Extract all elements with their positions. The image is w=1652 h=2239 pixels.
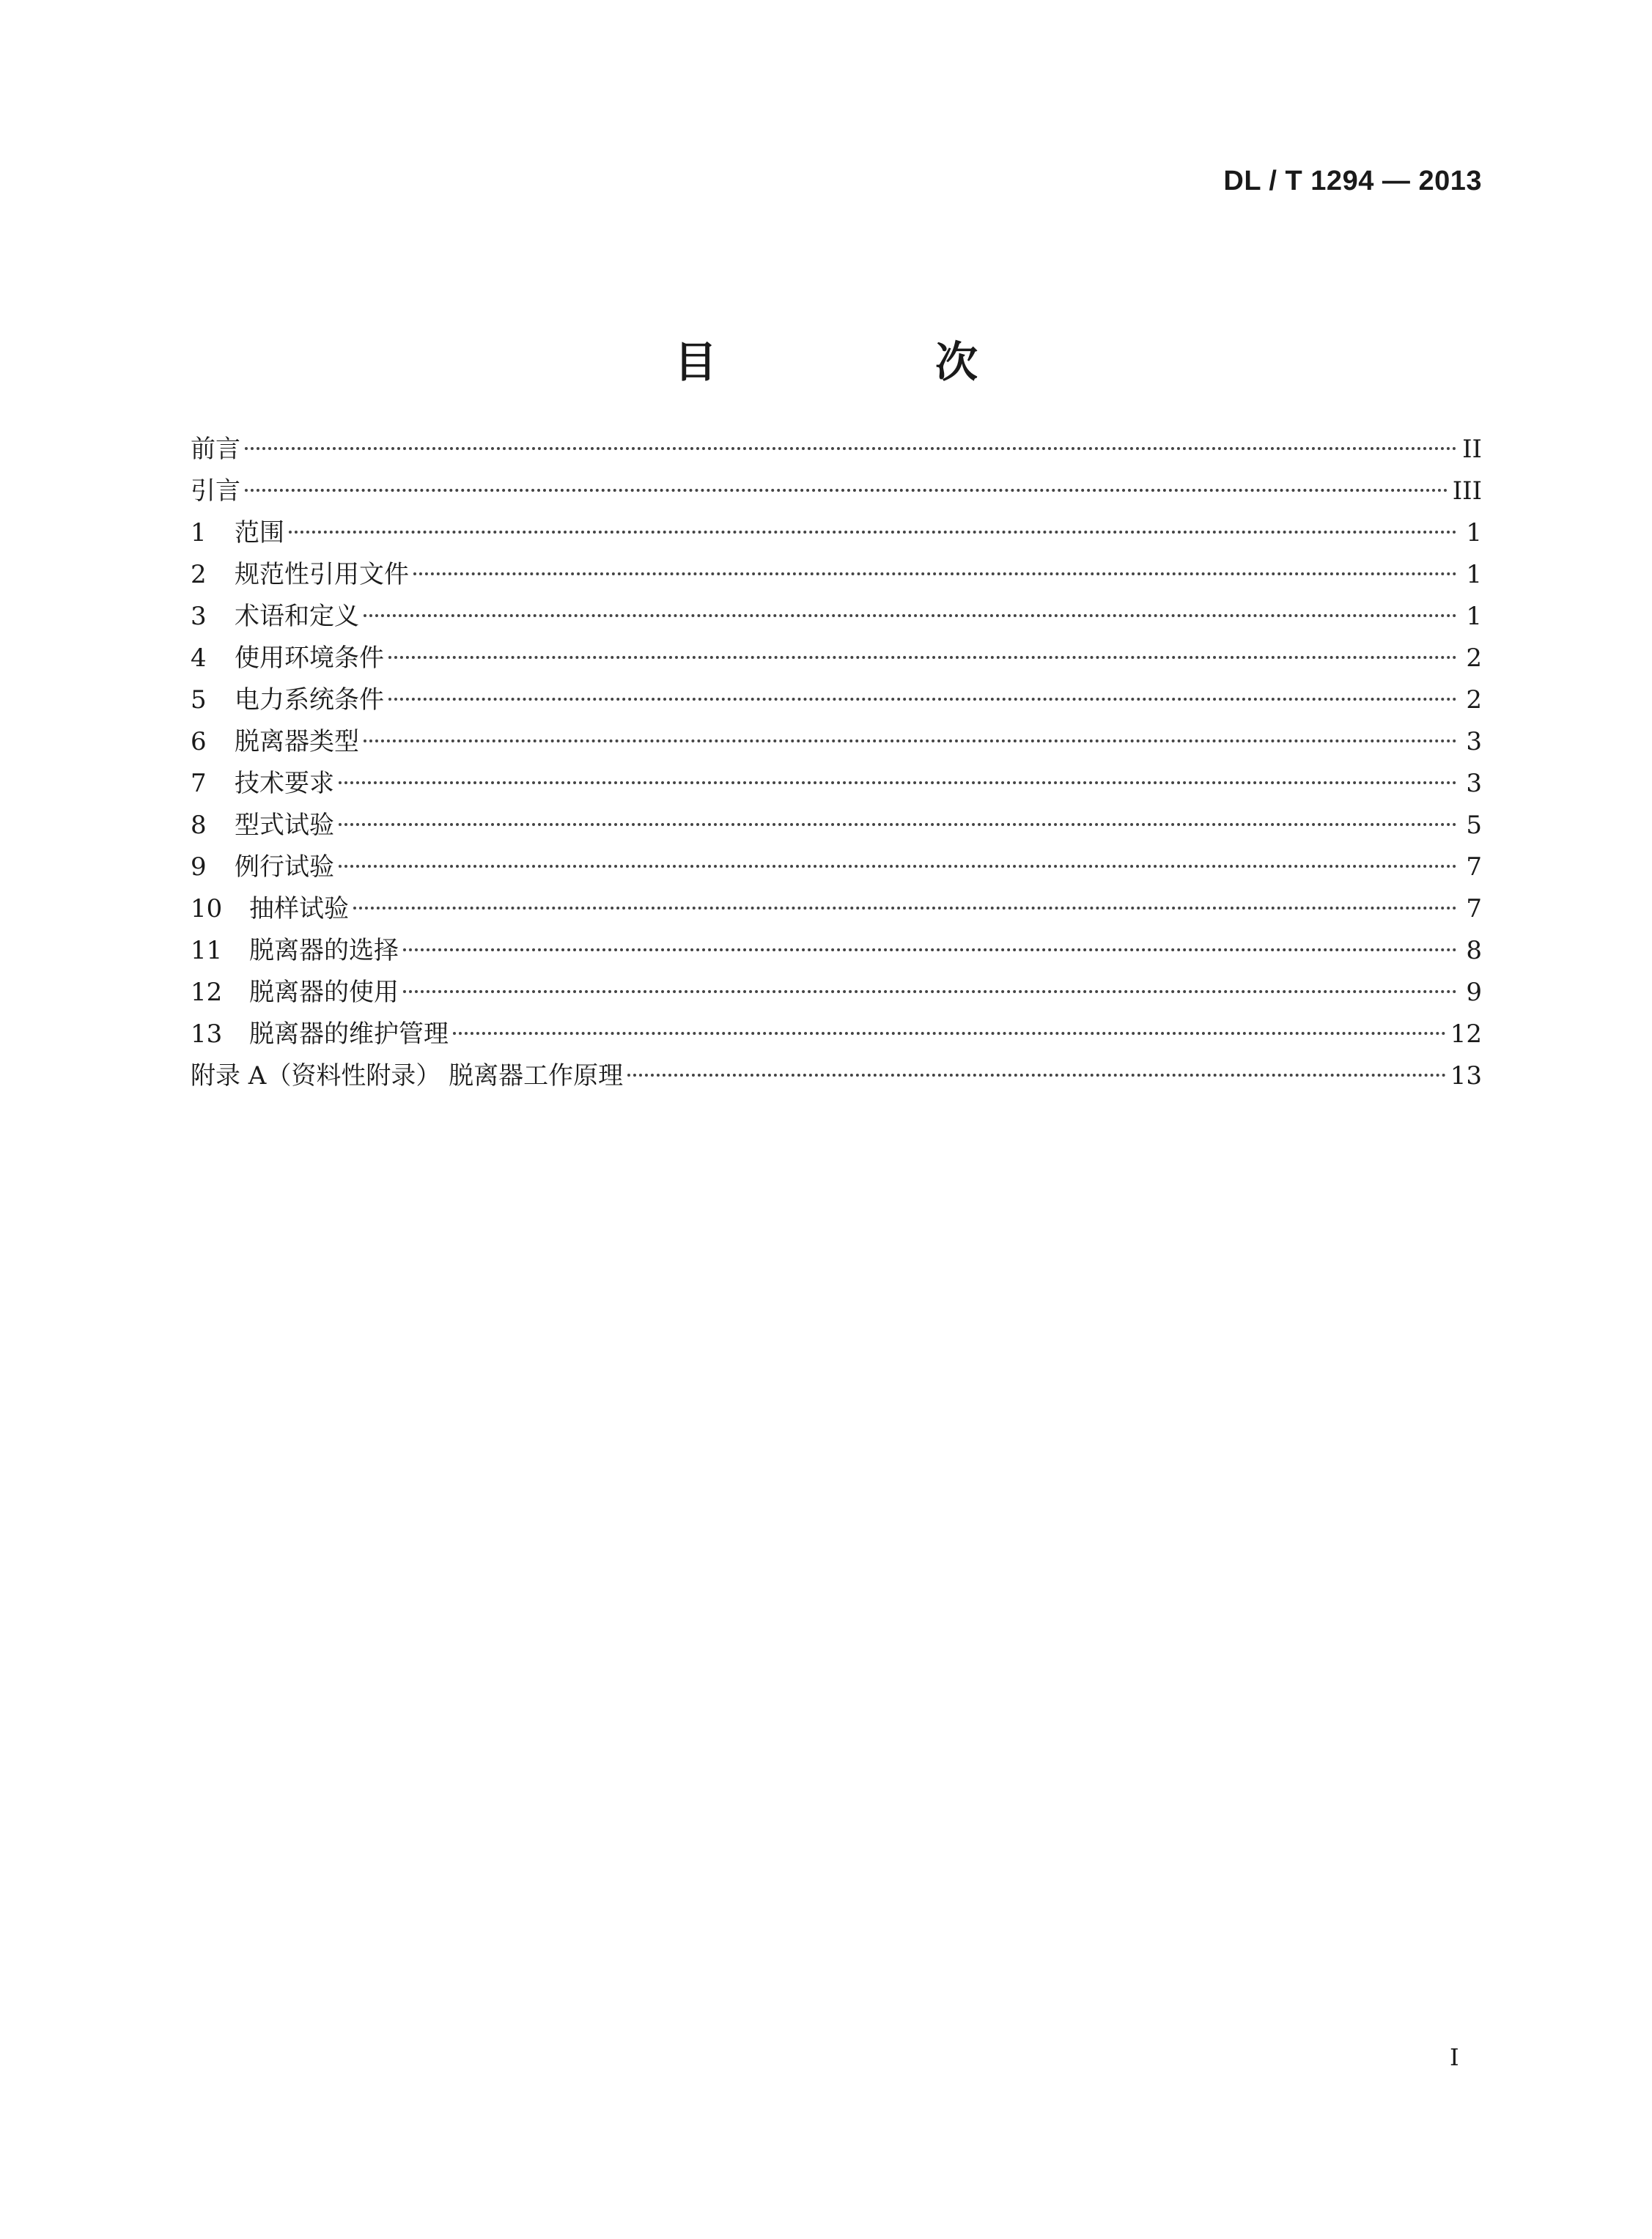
toc-entry-label: 脱离器的选择: [249, 936, 399, 965]
toc-entry-number: 13: [191, 1019, 223, 1049]
toc-entry-page: 1: [1466, 518, 1482, 547]
toc-entry-page: 7: [1466, 894, 1482, 923]
standard-code: DL / T 1294 — 2013: [1223, 166, 1482, 196]
toc-entry-number: 4: [191, 643, 207, 673]
dot-leader: [289, 531, 1457, 534]
toc-entry-1[interactable]: [191, 512, 1482, 554]
dot-leader: [339, 823, 1457, 826]
toc-entry-number: 7: [191, 769, 207, 798]
toc-entry-page: 12: [1450, 1019, 1482, 1049]
toc-entry-11[interactable]: [191, 930, 1482, 972]
toc-entry-page: 2: [1466, 643, 1482, 673]
toc-entry-page: 5: [1466, 811, 1482, 840]
toc-entry-page: 3: [1466, 769, 1482, 798]
toc-entry-label: 规范性引用文件: [235, 560, 409, 589]
toc-entry-7[interactable]: [191, 763, 1482, 805]
dot-leader: [245, 489, 1448, 492]
toc-entry-3[interactable]: [191, 596, 1482, 638]
dot-leader: [403, 990, 1457, 993]
toc-entry-label: 前言: [191, 435, 240, 464]
toc-entry-13[interactable]: [191, 1014, 1482, 1055]
dot-leader: [388, 656, 1457, 659]
dot-leader: [245, 447, 1457, 450]
toc-entry-page: II: [1462, 435, 1482, 464]
toc-entry-page: 9: [1466, 978, 1482, 1007]
toc-entry-number: 8: [191, 811, 207, 840]
toc-entry-label: 技术要求: [235, 769, 334, 798]
toc-entry-page: 2: [1466, 685, 1482, 715]
toc-entry-appendix-a[interactable]: [191, 1055, 1482, 1097]
toc-entry-label: 使用环境条件: [235, 643, 384, 673]
toc-entry-5[interactable]: [191, 679, 1482, 721]
page-number: I: [1450, 2043, 1459, 2071]
dot-leader: [364, 739, 1457, 742]
toc-entry-number: 12: [191, 978, 223, 1007]
page-title: 目 次: [674, 336, 1066, 387]
toc-entry-page: III: [1452, 476, 1482, 506]
toc-entry-label: 型式试验: [235, 811, 334, 840]
toc-entry-page: 8: [1466, 936, 1482, 965]
toc-entry-label: 例行试验: [235, 852, 334, 882]
toc-entry-number: 5: [191, 685, 207, 715]
toc-entry-number: 9: [191, 852, 207, 882]
toc-entry-page: 1: [1466, 560, 1482, 589]
toc-entry-6[interactable]: [191, 721, 1482, 763]
dot-leader: [353, 907, 1457, 910]
toc-entry-number: 6: [191, 727, 207, 756]
dot-leader: [413, 572, 1457, 575]
toc-entry-label: 抽样试验: [249, 894, 349, 923]
dot-leader: [388, 698, 1457, 701]
toc-entry-12[interactable]: [191, 972, 1482, 1014]
dot-leader: [627, 1074, 1446, 1077]
toc-entry-number: 3: [191, 602, 207, 631]
toc-entry-label: 术语和定义: [235, 602, 359, 631]
toc-entry-10[interactable]: [191, 888, 1482, 930]
dot-leader: [453, 1032, 1446, 1035]
toc-entry-label: 脱离器的使用: [249, 978, 399, 1007]
toc-entry-label: 范围: [235, 518, 284, 547]
toc-entry-number: 11: [191, 936, 223, 965]
toc-entry-2[interactable]: [191, 554, 1482, 596]
toc-entry-8[interactable]: [191, 805, 1482, 846]
toc-entry-introduction[interactable]: [191, 471, 1482, 512]
dot-leader: [339, 865, 1457, 868]
toc-entry-page: 13: [1450, 1061, 1482, 1091]
toc-entry-4[interactable]: [191, 638, 1482, 679]
toc-entry-number: 2: [191, 560, 207, 589]
table-of-contents: [191, 429, 1482, 1097]
toc-entry-page: 7: [1466, 852, 1482, 882]
toc-entry-9[interactable]: [191, 846, 1482, 888]
toc-entry-label: 引言: [191, 476, 240, 506]
toc-entry-label: 脱离器类型: [235, 727, 359, 756]
dot-leader: [403, 948, 1457, 951]
toc-entry-label: 电力系统条件: [235, 685, 384, 715]
dot-leader: [339, 781, 1457, 784]
toc-entry-page: 3: [1466, 727, 1482, 756]
toc-entry-number: 1: [191, 518, 207, 547]
toc-entry-page: 1: [1466, 602, 1482, 631]
toc-entry-foreword[interactable]: [191, 429, 1482, 471]
toc-entry-label: 脱离器的维护管理: [249, 1019, 449, 1049]
dot-leader: [364, 614, 1457, 617]
toc-entry-number: 10: [191, 894, 223, 923]
toc-entry-label: 附录 A（资料性附录） 脱离器工作原理: [191, 1061, 624, 1091]
